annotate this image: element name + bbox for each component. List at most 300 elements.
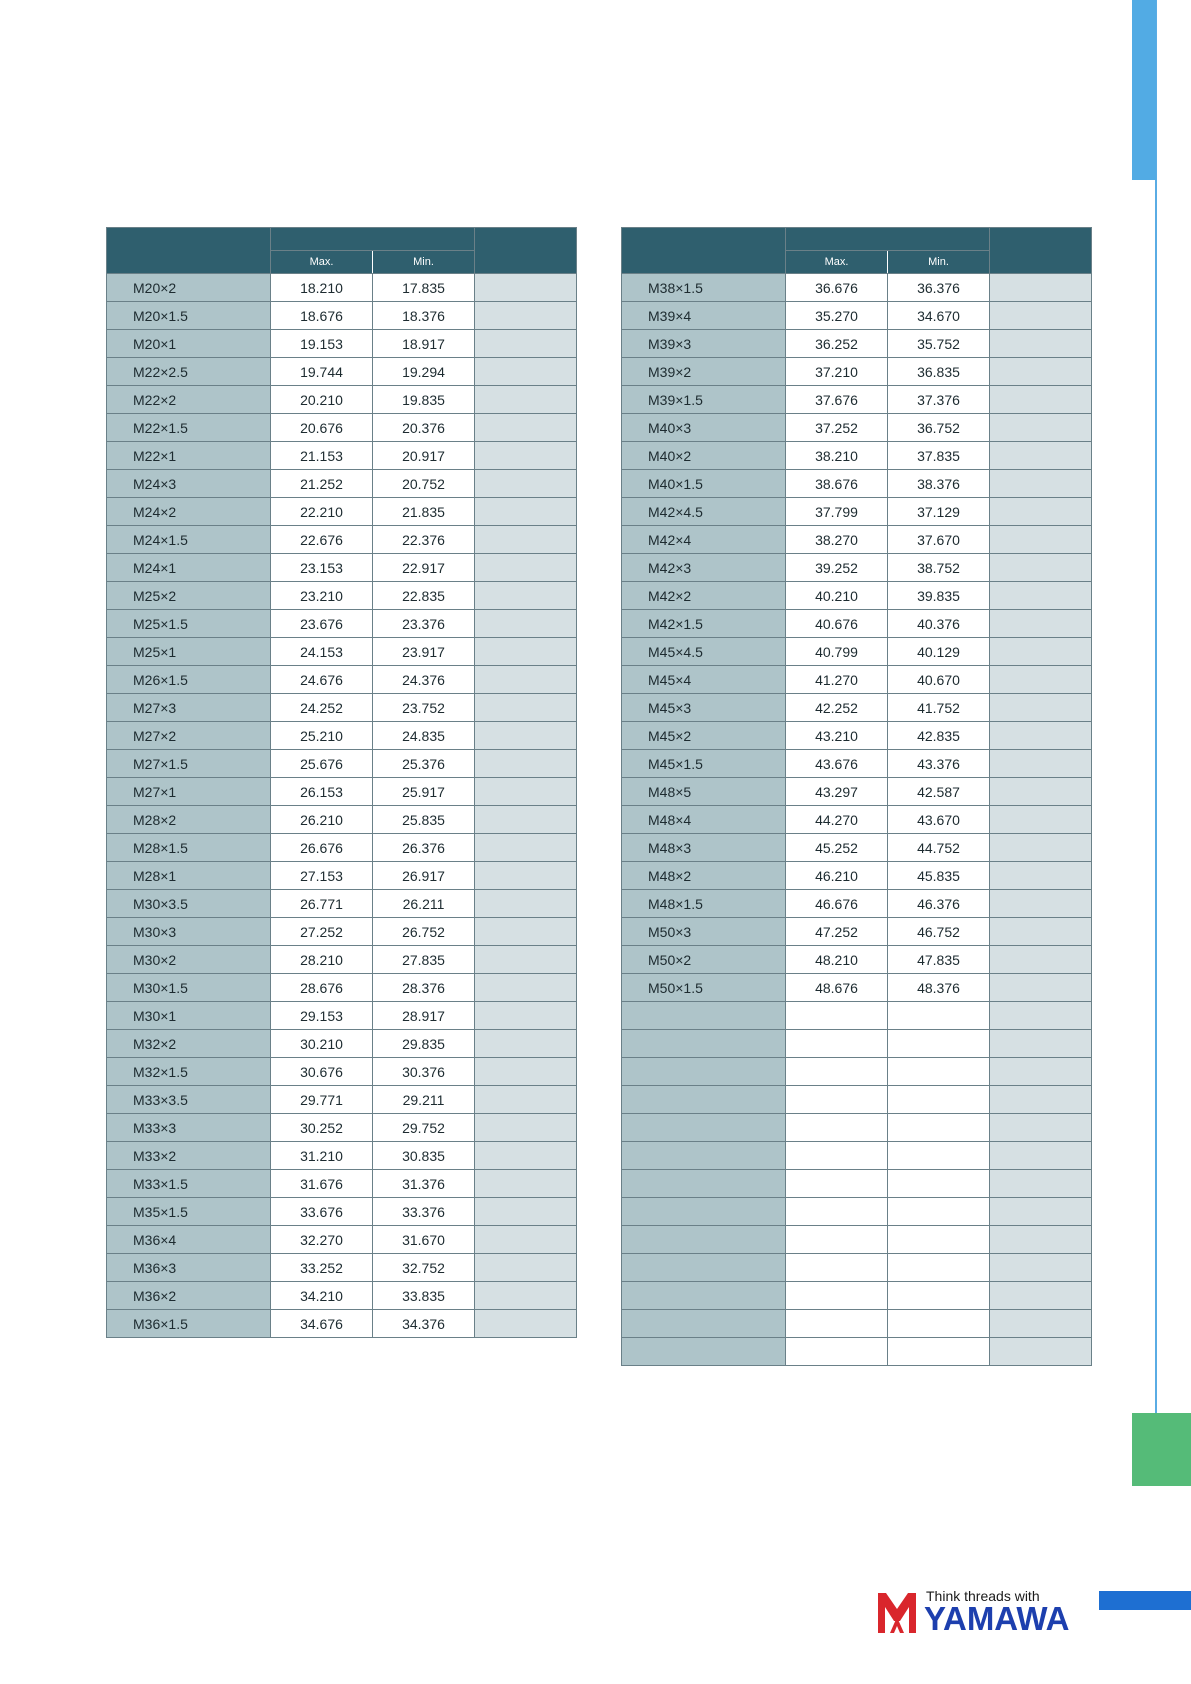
min-diameter-cell: 19.835 (373, 386, 475, 414)
thread-size-cell: M48×3 (622, 834, 786, 862)
max-diameter-cell: 36.676 (786, 274, 888, 302)
extra-cell (990, 442, 1092, 470)
extra-cell (990, 1002, 1092, 1030)
table-row (622, 1226, 1092, 1254)
max-diameter-cell (786, 1198, 888, 1226)
header-diameter (271, 228, 475, 251)
table-row (622, 386, 1092, 414)
max-diameter-cell (786, 1058, 888, 1086)
extra-cell (990, 1254, 1092, 1282)
table-row (622, 918, 1092, 946)
thread-size-cell (622, 1086, 786, 1114)
min-diameter-cell: 33.835 (373, 1282, 475, 1310)
thread-size-cell: M27×1 (107, 778, 271, 806)
header-max: Max. (786, 251, 888, 274)
table-row (622, 946, 1092, 974)
table-row (107, 890, 577, 918)
extra-cell (475, 1198, 577, 1226)
extra-cell (475, 1058, 577, 1086)
min-diameter-cell: 46.376 (888, 890, 990, 918)
min-diameter-cell: 30.376 (373, 1058, 475, 1086)
max-diameter-cell: 28.210 (271, 946, 373, 974)
max-diameter-cell: 30.252 (271, 1114, 373, 1142)
min-diameter-cell (888, 1254, 990, 1282)
max-diameter-cell (786, 1254, 888, 1282)
extra-cell (990, 638, 1092, 666)
min-diameter-cell (888, 1170, 990, 1198)
max-diameter-cell: 41.270 (786, 666, 888, 694)
thread-size-cell: M40×2 (622, 442, 786, 470)
extra-cell (990, 862, 1092, 890)
table-row (622, 1114, 1092, 1142)
table-row (622, 582, 1092, 610)
extra-cell (990, 1086, 1092, 1114)
thread-size-cell: M48×5 (622, 778, 786, 806)
table-row (622, 834, 1092, 862)
yamawa-logo (876, 1588, 1076, 1636)
max-diameter-cell: 23.153 (271, 554, 373, 582)
table-row (107, 722, 577, 750)
thread-size-cell (622, 1002, 786, 1030)
extra-cell (475, 582, 577, 610)
min-diameter-cell: 36.376 (888, 274, 990, 302)
min-diameter-cell (888, 1002, 990, 1030)
thread-size-cell: M36×1.5 (107, 1310, 271, 1338)
extra-cell (475, 358, 577, 386)
max-diameter-cell: 40.676 (786, 610, 888, 638)
thread-size-cell: M35×1.5 (107, 1198, 271, 1226)
table-row (107, 274, 577, 302)
max-diameter-cell: 20.676 (271, 414, 373, 442)
table-row (107, 1198, 577, 1226)
thread-size-cell: M24×3 (107, 470, 271, 498)
thread-size-cell: M25×1 (107, 638, 271, 666)
table-row (622, 442, 1092, 470)
table-row (107, 526, 577, 554)
max-diameter-cell: 48.676 (786, 974, 888, 1002)
thread-size-cell: M30×1 (107, 1002, 271, 1030)
max-diameter-cell: 38.210 (786, 442, 888, 470)
extra-cell (475, 666, 577, 694)
table-row (622, 638, 1092, 666)
extra-cell (990, 1310, 1092, 1338)
min-diameter-cell: 37.835 (888, 442, 990, 470)
extra-cell (990, 778, 1092, 806)
thread-size-cell: M48×4 (622, 806, 786, 834)
table-row (107, 1002, 577, 1030)
min-diameter-cell: 24.835 (373, 722, 475, 750)
min-diameter-cell (888, 1310, 990, 1338)
thread-size-cell: M39×2 (622, 358, 786, 386)
extra-cell (475, 1310, 577, 1338)
min-diameter-cell: 42.587 (888, 778, 990, 806)
table-row (107, 918, 577, 946)
thread-size-cell: M28×1 (107, 862, 271, 890)
max-diameter-cell: 29.771 (271, 1086, 373, 1114)
extra-cell (990, 750, 1092, 778)
min-diameter-cell: 25.376 (373, 750, 475, 778)
table-row (622, 1002, 1092, 1030)
thread-size-cell: M20×2 (107, 274, 271, 302)
extra-cell (475, 722, 577, 750)
extra-cell (990, 358, 1092, 386)
min-diameter-cell: 23.376 (373, 610, 475, 638)
thread-size-cell (622, 1142, 786, 1170)
table-row (622, 526, 1092, 554)
max-diameter-cell: 34.210 (271, 1282, 373, 1310)
table-row (622, 1282, 1092, 1310)
table-row (107, 806, 577, 834)
table-row (622, 330, 1092, 358)
header-diameter (786, 228, 990, 251)
table-row (107, 1114, 577, 1142)
extra-cell (475, 1226, 577, 1254)
thread-size-cell (622, 1226, 786, 1254)
max-diameter-cell: 34.676 (271, 1310, 373, 1338)
thread-size-cell: M50×1.5 (622, 974, 786, 1002)
table-row (107, 414, 577, 442)
table-row (622, 1338, 1092, 1366)
extra-cell (475, 610, 577, 638)
max-diameter-cell (786, 1142, 888, 1170)
min-diameter-cell: 26.917 (373, 862, 475, 890)
max-diameter-cell (786, 1170, 888, 1198)
thread-size-cell (622, 1338, 786, 1366)
extra-cell (990, 498, 1092, 526)
max-diameter-cell: 33.676 (271, 1198, 373, 1226)
table-row (622, 694, 1092, 722)
thread-size-cell: M30×1.5 (107, 974, 271, 1002)
thread-size-cell: M28×1.5 (107, 834, 271, 862)
extra-cell (475, 526, 577, 554)
min-diameter-cell: 40.670 (888, 666, 990, 694)
max-diameter-cell: 45.252 (786, 834, 888, 862)
table-row (622, 666, 1092, 694)
min-diameter-cell: 23.752 (373, 694, 475, 722)
min-diameter-cell: 38.752 (888, 554, 990, 582)
max-diameter-cell: 26.676 (271, 834, 373, 862)
min-diameter-cell: 26.211 (373, 890, 475, 918)
extra-cell (990, 526, 1092, 554)
header-size (622, 228, 786, 274)
extra-cell (990, 806, 1092, 834)
extra-cell (475, 1030, 577, 1058)
thread-size-cell: M42×4.5 (622, 498, 786, 526)
extra-cell (475, 890, 577, 918)
min-diameter-cell: 39.835 (888, 582, 990, 610)
table-row (622, 554, 1092, 582)
extra-cell (990, 1226, 1092, 1254)
thread-size-cell: M39×1.5 (622, 386, 786, 414)
extra-cell (990, 610, 1092, 638)
min-diameter-cell: 23.917 (373, 638, 475, 666)
extra-cell (990, 1282, 1092, 1310)
min-diameter-cell: 17.835 (373, 274, 475, 302)
max-diameter-cell: 27.252 (271, 918, 373, 946)
max-diameter-cell: 24.252 (271, 694, 373, 722)
min-diameter-cell (888, 1338, 990, 1366)
header-extra (990, 228, 1092, 274)
thread-size-cell: M27×1.5 (107, 750, 271, 778)
extra-cell (990, 666, 1092, 694)
min-diameter-cell (888, 1030, 990, 1058)
thread-size-cell: M39×4 (622, 302, 786, 330)
max-diameter-cell: 37.252 (786, 414, 888, 442)
extra-cell (475, 1142, 577, 1170)
extra-cell (475, 330, 577, 358)
extra-cell (475, 834, 577, 862)
table-row (107, 638, 577, 666)
min-diameter-cell: 20.917 (373, 442, 475, 470)
min-diameter-cell: 20.376 (373, 414, 475, 442)
thread-size-cell: M27×3 (107, 694, 271, 722)
min-diameter-cell: 29.835 (373, 1030, 475, 1058)
max-diameter-cell: 22.676 (271, 526, 373, 554)
min-diameter-cell: 27.835 (373, 946, 475, 974)
table-row (622, 722, 1092, 750)
thread-size-cell: M42×3 (622, 554, 786, 582)
min-diameter-cell: 31.376 (373, 1170, 475, 1198)
min-diameter-cell: 45.835 (888, 862, 990, 890)
max-diameter-cell: 23.676 (271, 610, 373, 638)
max-diameter-cell: 26.771 (271, 890, 373, 918)
table-row (107, 358, 577, 386)
thread-size-cell: M26×1.5 (107, 666, 271, 694)
max-diameter-cell: 27.153 (271, 862, 373, 890)
header-min: Min. (888, 251, 990, 274)
min-diameter-cell: 28.376 (373, 974, 475, 1002)
thread-size-cell (622, 1254, 786, 1282)
extra-cell (990, 582, 1092, 610)
thread-size-cell: M48×2 (622, 862, 786, 890)
table-row (107, 1282, 577, 1310)
extra-cell (990, 554, 1092, 582)
thread-size-cell: M25×1.5 (107, 610, 271, 638)
extra-cell (990, 918, 1092, 946)
min-diameter-cell (888, 1058, 990, 1086)
min-diameter-cell: 37.670 (888, 526, 990, 554)
thread-size-cell: M33×3.5 (107, 1086, 271, 1114)
max-diameter-cell: 43.210 (786, 722, 888, 750)
thread-size-cell (622, 1170, 786, 1198)
min-diameter-cell: 22.376 (373, 526, 475, 554)
max-diameter-cell: 18.676 (271, 302, 373, 330)
thread-size-cell: M30×3 (107, 918, 271, 946)
extra-cell (990, 1198, 1092, 1226)
min-diameter-cell: 33.376 (373, 1198, 475, 1226)
table-row (622, 274, 1092, 302)
thread-size-cell: M42×4 (622, 526, 786, 554)
logo-tagline: Think threads with (926, 1588, 1040, 1604)
max-diameter-cell: 25.676 (271, 750, 373, 778)
thread-size-cell: M33×1.5 (107, 1170, 271, 1198)
min-diameter-cell: 30.835 (373, 1142, 475, 1170)
thread-size-cell: M42×2 (622, 582, 786, 610)
table-row (622, 1310, 1092, 1338)
table-row (107, 974, 577, 1002)
table-row (622, 1142, 1092, 1170)
extra-cell (990, 694, 1092, 722)
extra-cell (475, 638, 577, 666)
table-row (107, 582, 577, 610)
side-guide-line (1155, 0, 1157, 1420)
thread-size-cell: M38×1.5 (622, 274, 786, 302)
table-row (622, 1198, 1092, 1226)
thread-size-cell: M40×3 (622, 414, 786, 442)
extra-cell (475, 554, 577, 582)
thread-size-cell: M40×1.5 (622, 470, 786, 498)
extra-cell (990, 330, 1092, 358)
thread-size-cell: M48×1.5 (622, 890, 786, 918)
extra-cell (475, 1254, 577, 1282)
max-diameter-cell: 32.270 (271, 1226, 373, 1254)
thread-size-cell: M28×2 (107, 806, 271, 834)
min-diameter-cell: 22.835 (373, 582, 475, 610)
min-diameter-cell (888, 1086, 990, 1114)
max-diameter-cell: 47.252 (786, 918, 888, 946)
min-diameter-cell: 41.752 (888, 694, 990, 722)
extra-cell (475, 1170, 577, 1198)
min-diameter-cell: 29.752 (373, 1114, 475, 1142)
side-tab-green[interactable] (1132, 1413, 1191, 1486)
header-max: Max. (271, 251, 373, 274)
thread-table-left (106, 227, 577, 1338)
thread-size-cell: M24×2 (107, 498, 271, 526)
thread-size-cell (622, 1282, 786, 1310)
extra-cell (475, 386, 577, 414)
extra-cell (475, 778, 577, 806)
thread-size-cell: M25×2 (107, 582, 271, 610)
table-row (622, 414, 1092, 442)
min-diameter-cell: 20.752 (373, 470, 475, 498)
thread-size-cell: M32×2 (107, 1030, 271, 1058)
max-diameter-cell: 39.252 (786, 554, 888, 582)
table-row (107, 666, 577, 694)
extra-cell (475, 442, 577, 470)
table-row (107, 946, 577, 974)
table-row (622, 498, 1092, 526)
thread-size-cell: M33×2 (107, 1142, 271, 1170)
max-diameter-cell: 20.210 (271, 386, 373, 414)
thread-size-cell: M45×3 (622, 694, 786, 722)
min-diameter-cell: 28.917 (373, 1002, 475, 1030)
table-row (107, 470, 577, 498)
min-diameter-cell: 26.376 (373, 834, 475, 862)
table-row (107, 1142, 577, 1170)
max-diameter-cell: 44.270 (786, 806, 888, 834)
min-diameter-cell: 29.211 (373, 1086, 475, 1114)
min-diameter-cell: 34.376 (373, 1310, 475, 1338)
extra-cell (475, 1002, 577, 1030)
extra-cell (475, 974, 577, 1002)
max-diameter-cell: 18.210 (271, 274, 373, 302)
min-diameter-cell: 36.752 (888, 414, 990, 442)
extra-cell (990, 946, 1092, 974)
table-row (107, 610, 577, 638)
min-diameter-cell: 48.376 (888, 974, 990, 1002)
max-diameter-cell: 38.676 (786, 470, 888, 498)
table-row (107, 694, 577, 722)
min-diameter-cell: 40.376 (888, 610, 990, 638)
table-row (622, 1254, 1092, 1282)
max-diameter-cell (786, 1226, 888, 1254)
thread-size-cell: M36×2 (107, 1282, 271, 1310)
extra-cell (990, 470, 1092, 498)
thread-size-cell: M36×3 (107, 1254, 271, 1282)
thread-size-cell: M27×2 (107, 722, 271, 750)
extra-cell (990, 1030, 1092, 1058)
max-diameter-cell (786, 1114, 888, 1142)
max-diameter-cell: 43.676 (786, 750, 888, 778)
max-diameter-cell: 37.676 (786, 386, 888, 414)
extra-cell (990, 302, 1092, 330)
thread-size-cell (622, 1058, 786, 1086)
thread-size-cell: M24×1 (107, 554, 271, 582)
min-diameter-cell (888, 1282, 990, 1310)
footer-accent-bar (1099, 1591, 1191, 1610)
thread-size-cell: M30×3.5 (107, 890, 271, 918)
table-row (107, 498, 577, 526)
extra-cell (990, 414, 1092, 442)
header-size (107, 228, 271, 274)
max-diameter-cell: 40.799 (786, 638, 888, 666)
max-diameter-cell: 31.210 (271, 1142, 373, 1170)
max-diameter-cell: 46.676 (786, 890, 888, 918)
extra-cell (990, 1338, 1092, 1366)
max-diameter-cell (786, 1086, 888, 1114)
table-row (622, 1170, 1092, 1198)
min-diameter-cell: 47.835 (888, 946, 990, 974)
max-diameter-cell: 38.270 (786, 526, 888, 554)
extra-cell (990, 386, 1092, 414)
max-diameter-cell: 42.252 (786, 694, 888, 722)
extra-cell (990, 1142, 1092, 1170)
min-diameter-cell: 34.670 (888, 302, 990, 330)
max-diameter-cell: 40.210 (786, 582, 888, 610)
thread-size-cell: M36×4 (107, 1226, 271, 1254)
extra-cell (990, 1114, 1092, 1142)
max-diameter-cell: 31.676 (271, 1170, 373, 1198)
max-diameter-cell: 48.210 (786, 946, 888, 974)
max-diameter-cell: 35.270 (786, 302, 888, 330)
extra-cell (475, 274, 577, 302)
max-diameter-cell (786, 1030, 888, 1058)
thread-size-cell: M50×2 (622, 946, 786, 974)
min-diameter-cell: 18.917 (373, 330, 475, 358)
extra-cell (990, 834, 1092, 862)
thread-size-cell: M45×2 (622, 722, 786, 750)
max-diameter-cell: 43.297 (786, 778, 888, 806)
max-diameter-cell (786, 1002, 888, 1030)
thread-table-right (621, 227, 1092, 1366)
table-row (622, 1086, 1092, 1114)
thread-size-cell: M39×3 (622, 330, 786, 358)
min-diameter-cell: 19.294 (373, 358, 475, 386)
thread-size-cell: M22×2 (107, 386, 271, 414)
table-row (107, 442, 577, 470)
max-diameter-cell: 21.252 (271, 470, 373, 498)
extra-cell (475, 806, 577, 834)
min-diameter-cell: 25.917 (373, 778, 475, 806)
header-min: Min. (373, 251, 475, 274)
max-diameter-cell: 30.676 (271, 1058, 373, 1086)
thread-size-cell: M32×1.5 (107, 1058, 271, 1086)
min-diameter-cell: 43.376 (888, 750, 990, 778)
max-diameter-cell: 29.153 (271, 1002, 373, 1030)
thread-size-cell: M45×1.5 (622, 750, 786, 778)
extra-cell (990, 890, 1092, 918)
side-tab-blue[interactable] (1132, 0, 1156, 180)
